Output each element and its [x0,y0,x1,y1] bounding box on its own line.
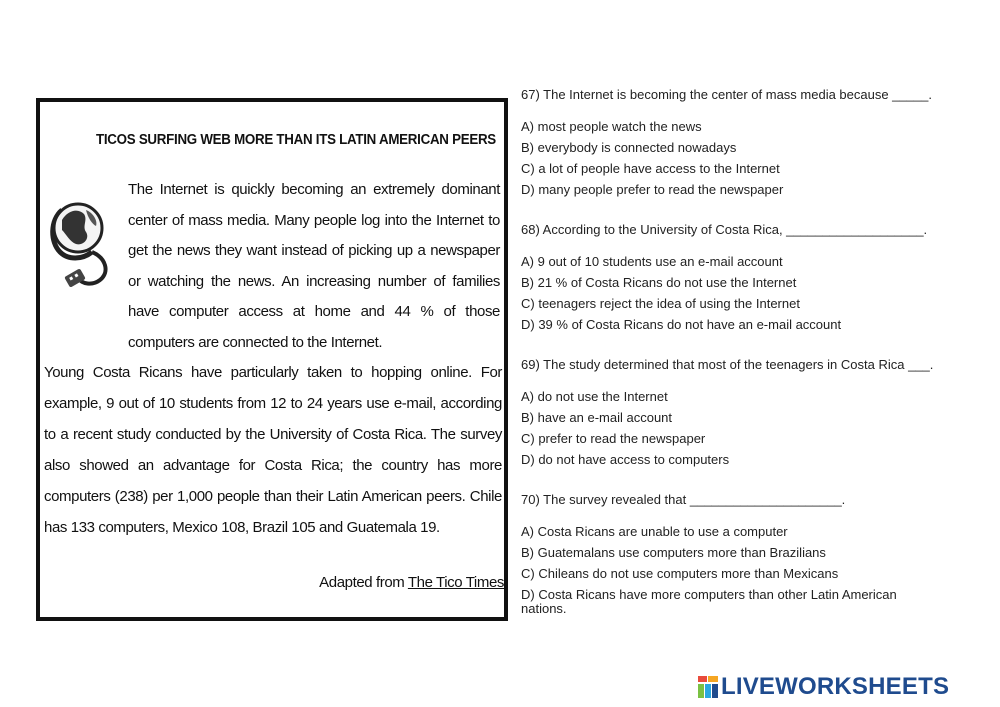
option-c[interactable]: C) prefer to read the newspaper [521,431,706,446]
logo-blocks-icon [698,676,718,698]
article-paragraph-2: Young Costa Ricans have particularly taken to hopping online. For example, 9 out of 10 students from 12 to 24 years use e-mail, according to a recent study conducted by the University of Costa Rica. The survey also showed an advantage for Costa Rica; the country has more computers (238) per 1,000 people than their Latin American peers. Chile has 133 computers, Mexico 108, Brazil 105 and Guatemala 19. [44,364,502,536]
option-d[interactable]: D) Costa Ricans have more computers than other Latin American nations. [521,587,897,616]
question-list [521,86,981,616]
option-a[interactable]: A) 9 out of 10 students use an e-mail account [521,254,783,269]
article-credit [319,574,504,591]
question-stem: 70) The survey revealed that _____________________. [521,492,846,507]
reading-passage-box [36,98,508,621]
credit-prefix: Adapted from [319,574,408,591]
liveworksheets-logo [698,675,949,699]
question-options [521,521,981,616]
question-68 [521,221,981,335]
option-c[interactable]: C) a lot of people have access to the Internet [521,161,780,176]
question-options [521,116,981,200]
option-d[interactable]: D) do not have access to computers [521,452,730,467]
option-b[interactable]: B) 21 % of Costa Ricans do not use the Internet [521,275,797,290]
globe-mouse-icon [48,180,114,298]
question-69 [521,356,981,470]
option-c[interactable]: C) teenagers reject the idea of using the Internet [521,296,800,311]
option-d[interactable]: D) many people prefer to read the newspaper [521,182,784,197]
option-c[interactable]: C) Chileans do not use computers more than Mexicans [521,566,839,581]
article-title: TICOS SURFING WEB MORE THAN ITS LATIN AMERICAN PEERS [96,132,496,148]
article-paragraph-1: The Internet is quickly becoming an extremely dominant center of mass media. Many people log into the Internet to get the news they want instead of picking up a newspaper or watching the news. An increasing number of families have computer access at home and 44 % of those computers are connected to the Internet. [128,181,500,351]
option-a[interactable]: A) most people watch the news [521,119,702,134]
question-70 [521,491,981,616]
question-stem: 68) According to the University of Costa Rica, ___________________. [521,222,928,237]
option-b[interactable]: B) have an e-mail account [521,410,673,425]
question-options [521,251,981,335]
question-options [521,386,981,470]
logo-text: LIVEWORKSHEETS [721,673,950,700]
question-stem: 69) The study determined that most of the teenagers in Costa Rica ___. [521,357,934,372]
option-b[interactable]: B) Guatemalans use computers more than Brazilians [521,545,826,560]
credit-source: The Tico Times [407,574,504,591]
question-stem: 67) The Internet is becoming the center of mass media because _____. [521,87,932,102]
option-a[interactable]: A) do not use the Internet [521,389,668,404]
question-67 [521,86,981,200]
option-b[interactable]: B) everybody is connected nowadays [521,140,737,155]
option-a[interactable]: A) Costa Ricans are unable to use a computer [521,524,788,539]
option-d[interactable]: D) 39 % of Costa Ricans do not have an e-mail account [521,317,842,332]
